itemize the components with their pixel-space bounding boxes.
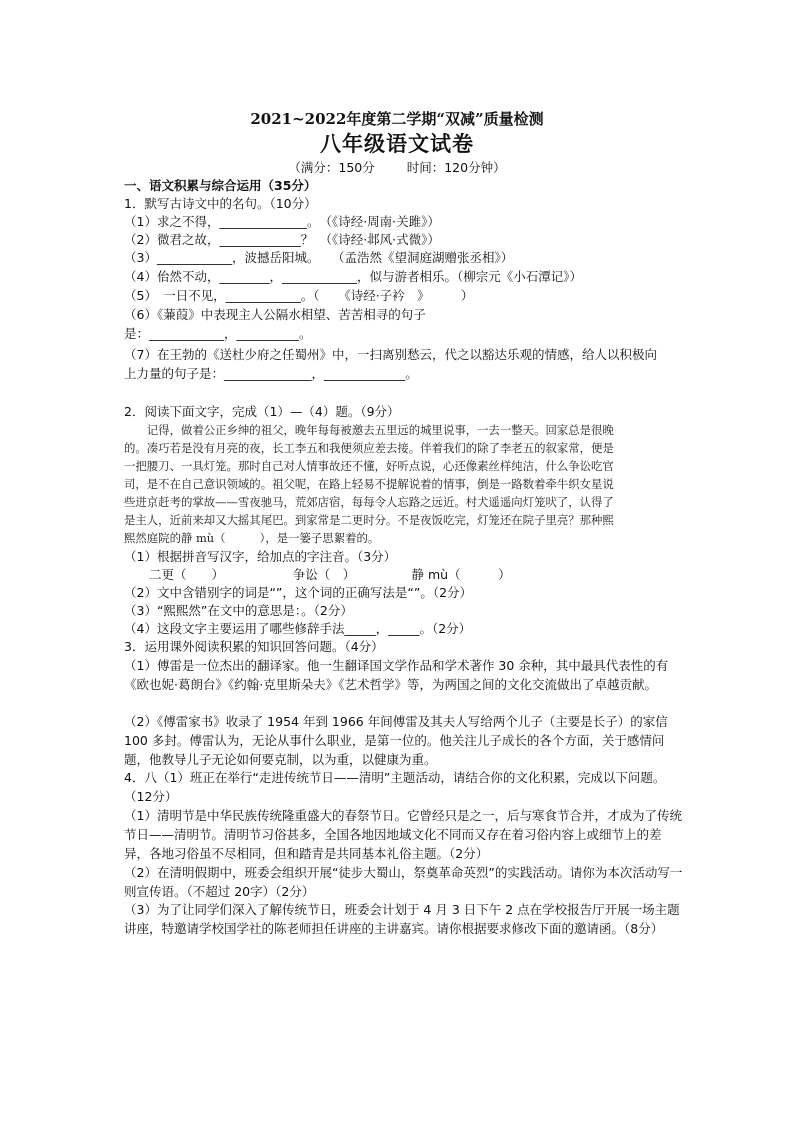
q1-item: （4）佁然不动，________，____________，似与游者相乐。（柳宗元《小石潭记》） xyxy=(124,269,582,284)
passage-line: 司，是不在自己意识领域的。祖父呢，在路上轻易不提解说着的情事，倒是一路数着牵牛织女星说 xyxy=(124,477,614,491)
q3-stem: 3．运用课外阅读积累的知识回答问题。（4分） xyxy=(124,639,384,654)
q1-stem: 1．默写古诗文中的名句。（10分） xyxy=(124,196,317,211)
full-score: （满分：150分 xyxy=(288,160,375,175)
q2-stem: 2．阅读下面文字，完成（1）—（4）题。（9分） xyxy=(124,404,400,419)
q1-item: 上力量的句子是：______________，_____________。 xyxy=(124,366,418,381)
exam-title: 2021~2022年度第二学期“双减”质量检测 xyxy=(250,110,544,128)
passage-line: 是主人，近前来却又大摇其尾巴。到家常是二更时分。不是夜饭吃完，灯笼还在院子里亮？那种熙 xyxy=(124,513,614,527)
q1-item: （7）在王勃的《送杜少府之任蜀州》中，一扫离别愁云，代之以豁达乐观的情感，给人以积极向 xyxy=(124,347,657,362)
q2-sub: （4）这段文字主要运用了哪些修辞手法_____，_____。（2分） xyxy=(124,621,472,636)
reading-passage xyxy=(124,421,680,547)
q4-part2: （2）在清明假期中，班委会组织开展“徒步大蜀山，祭奠革命英烈”的实践活动。请你为本次活动写一则宣传语。（不超过 20字）（2分） xyxy=(124,865,683,899)
q1-item: （5） 一日不见，____________。（ 《诗经·子衿 》 ） xyxy=(124,288,474,303)
q2-sub: （3）“熙熙然”在文中的意思是：。（2分） xyxy=(124,603,353,618)
q1-item: （2）微君之故，_____________？ （《诗经·邶风·式微》） xyxy=(124,232,440,247)
q2-sub: （2）文中含错别字的词是“”，这个词的正确写法是“”。（2分） xyxy=(124,585,473,600)
q4-part3: （3）为了让同学们深入了解传统节日，班委会计划于 4 月 3 日下午 2 点在学校报告厅开展一场主题讲座，特邀请学校国学社的陈老师担任讲座的主讲嘉宾。请你根据要求修改下面的邀请函。（8分） xyxy=(124,902,680,936)
q1-item: （1）求之不得，______________。 （《诗经·周南·关雎》） xyxy=(124,214,440,229)
duration: 时间：120分钟） xyxy=(406,160,506,175)
passage-line: 一把腰刀、一具灯笼。那时自己对人情事故还不懂，好听点说，心还像素丝样纯洁，什么争讼吃官 xyxy=(124,459,614,473)
q3-part2: （2）《傅雷家书》收录了 1954 年到 1966 年间傅雷及其夫人写给两个儿子（主要是长子）的家信 100 多封。傅雷认为，无论从事什么职业，是第一位的。他关注儿子成长的各个方面，关于感情问题，他教导儿子无论如何要克制，以为重，以健康为重。 xyxy=(124,714,668,767)
passage-line: 些进京赶考的掌故——雪夜驰马，荒郊店宿，每每令人忘路之远近。村犬遥遥向灯笼吠了，认得了 xyxy=(124,495,614,509)
q1-item: 是：____________，__________。 xyxy=(124,326,312,341)
exam-info xyxy=(0,158,794,176)
section-heading: 一、语文积累与综合运用（35分） xyxy=(124,178,317,193)
passage-line: 记得，做着公正乡绅的祖父，晚年每每被邀去五里远的城里说事，一去一整天。回家总是很晚 xyxy=(124,423,614,437)
q1-item: （3）____________，波撼岳阳城。 （孟浩然《望洞庭湖赠张丞相》） xyxy=(124,250,514,265)
q2-sub: （1）根据拼音写汉字，给加点的字注音。（3分） xyxy=(124,549,397,564)
q4-stem: 4．八（1）班正在举行“走进传统节日——清明”主题活动，请结合你的文化积累，完成以下问题。（12分） xyxy=(124,770,666,804)
exam-name: 八年级语文试卷 xyxy=(320,131,474,156)
passage-line: 的。凑巧若是没有月亮的夜，长工李五和我便须应差去接。伴着我们的除了李老五的叙家常，便是 xyxy=(124,441,614,455)
q4-part1: （1）清明节是中华民族传统隆重盛大的春祭节日。它曾经只是之一，后与寒食节合并，才成为了传统节日——清明节。清明节习俗甚多，全国各地因地域文化不同而又存在着习俗内容上或细节上的差异，各地习俗虽不尽相同，但和踏青是共同基本礼俗主题。（2分） xyxy=(124,808,682,861)
q2-sub: 二更（ ） 争讼（ ） 静 mù（ ） xyxy=(124,567,511,582)
passage-line: 熙然庭院的静 mù（ ），是一篓子思絮着的。 xyxy=(124,531,380,545)
q1-item: （6）《蒹葭》中表现主人公隔水相望、苦苦相寻的句子 xyxy=(124,307,426,322)
q3-part1: （1）傅雷是一位杰出的翻译家。他一生翻译国文学作品和学术著作 30 余种，其中最具代表性的有《欧也妮·葛朗台》《约翰·克里斯朵夫》《艺术哲学》等，为两国之间的文化交流做出了卓越贡献。 xyxy=(124,658,669,692)
